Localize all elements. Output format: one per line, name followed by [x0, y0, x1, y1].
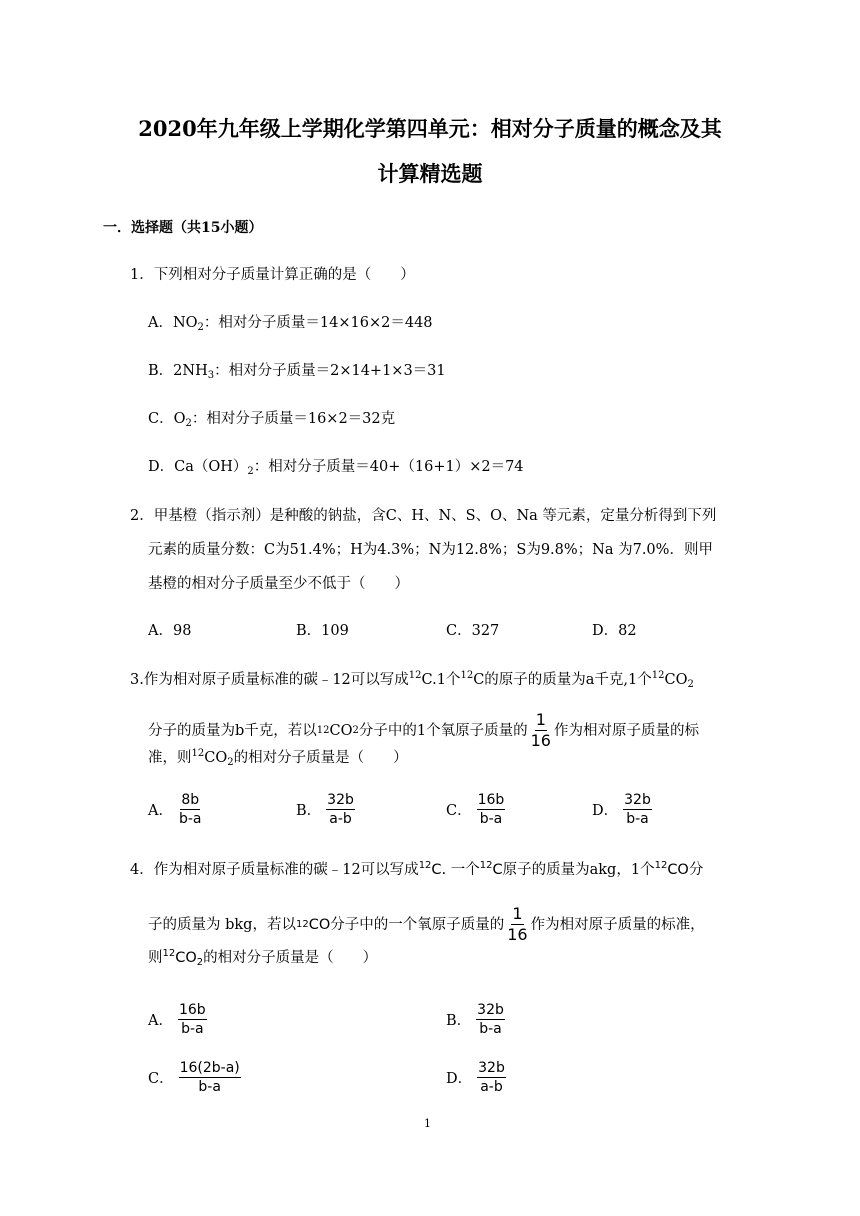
q3-option-a-fraction: $\frac{8b}{b-a}$ [178, 792, 202, 827]
q3-option-b: B． $\frac{32b}{a-b}$ [296, 792, 354, 827]
q3-option-b-fraction: $\frac{32b}{a-b}$ [327, 792, 354, 827]
q4-line-3: 则$^{12}CO_2$的相对分子质量是（ ） [148, 948, 378, 968]
q2-option-b: B．109 [296, 623, 349, 639]
q3-fraction-one-sixteenth: $\frac{1}{16}$ [530, 710, 551, 750]
q4-option-a-fraction: $\frac{16b}{b-a}$ [178, 1002, 206, 1037]
q3-option-a: A． $\frac{8b}{b-a}$ [148, 792, 202, 827]
q1-option-b: B．$2NH_3$：相对分子质量＝2×14+1×3＝31 [148, 363, 446, 381]
q3-line-1: 3.作为相对原子质量标准的碳﹣12可以写成$^{12}$C.1个$^{12}$C的原子的质量为a千克,1个$^{12}CO_2$ [130, 670, 694, 690]
q4-line-2: 子的质量为 bkg，若以 12 CO 分子中的一个氧原子质量的 $\frac{1}{16}$ 作为相对原子质量的标准， [148, 904, 705, 944]
q2-line-3: 基橙的相对分子质量至少不低于（ ） [148, 576, 409, 592]
q3-line-2: 分子的质量为b千克，若以 12 CO 2 分子中的1个氧原子质量的 $\frac{1}{16}$ 作为相对原子质量的标 [148, 710, 699, 750]
q4-option-a: A． $\frac{16b}{b-a}$ [148, 1002, 206, 1037]
q4-fraction-one-sixteenth: $\frac{1}{16}$ [507, 904, 528, 944]
q2-line-2: 元素的质量分数：C为51.4%；H为4.3%；N为12.8%；S为9.8%；Na 为7.0%．则甲 [148, 542, 713, 558]
q4-option-b-fraction: $\frac{32b}{b-a}$ [477, 1002, 504, 1037]
q1-stem: 1．下列相对分子质量计算正确的是（ ） [130, 267, 415, 283]
q3-option-c: C． $\frac{16b}{b-a}$ [446, 792, 505, 827]
q3-line-3: 准，则$^{12}CO_2$的相对分子质量是（ ） [148, 748, 408, 768]
q2-line-1: 2．甲基橙（指示剂）是种酸的钠盐，含C、H、N、S、O、Na 等元素，定量分析得到下列 [130, 508, 717, 524]
q2-option-d: D．82 [592, 623, 637, 639]
section-heading: 一．选择题（共15小题） [103, 220, 263, 236]
q4-option-d: D． $\frac{32b}{a-b}$ [446, 1060, 505, 1095]
q1-option-a: A．$NO_2$：相对分子质量＝14×16×2＝448 [148, 315, 433, 333]
q4-option-c-fraction: $\frac{16(2b-a)}{b-a}$ [179, 1060, 240, 1095]
q1-option-d: D．$Ca(OH)_2$：相对分子质量＝40+（16+1）×2＝74 [148, 459, 524, 477]
page-number: 1 [424, 1117, 431, 1130]
q3-option-d: D． $\frac{32b}{b-a}$ [592, 792, 651, 827]
q4-option-b: B． $\frac{32b}{b-a}$ [446, 1002, 504, 1037]
q4-line-1: 4．作为相对原子质量标准的碳﹣12可以写成$^{12}$C. 一个$^{12}$C原子的质量为akg，1个$^{12}$CO分 [130, 860, 704, 878]
q3-option-c-fraction: $\frac{16b}{b-a}$ [477, 792, 505, 827]
document-title-line-1: 2020年九年级上学期化学第四单元：相对分子质量的概念及其 [138, 116, 722, 141]
q4-option-d-fraction: $\frac{32b}{a-b}$ [478, 1060, 505, 1095]
q2-option-c: C．327 [446, 623, 500, 639]
q3-option-d-fraction: $\frac{32b}{b-a}$ [624, 792, 651, 827]
q4-option-c: C． $\frac{16(2b-a)}{b-a}$ [148, 1060, 240, 1095]
q1-option-c: C．$O_2$：相对分子质量＝16×2＝32克 [148, 411, 396, 429]
document-title-line-2: 计算精选题 [377, 161, 483, 186]
q2-option-a: A．98 [148, 623, 192, 639]
